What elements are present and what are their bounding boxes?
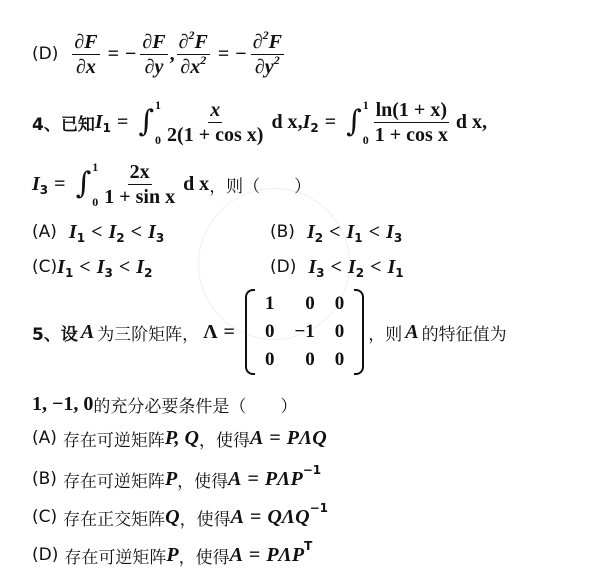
- q5-option-a: (A) 存在可逆矩阵 P, Q ，使得 A = PΛQ: [32, 426, 327, 451]
- fraction-dF-dx: $\frac{\partial F}{\partial x}$: [74, 30, 98, 78]
- q5-option-c: (C) 存在正交矩阵 Q ，使得 A = QΛQ −1: [32, 501, 328, 530]
- comma: ,: [169, 42, 175, 65]
- equals-sign: =: [217, 42, 230, 65]
- q4-option-a: (A) I 1 < I 2 < I 3: [32, 220, 165, 245]
- integrand-1: $\frac{x}{\text{2(1 + cos x)}}$: [167, 98, 264, 146]
- q4-option-c: (C) I 1 < I 3 < I 2: [32, 255, 153, 280]
- q5-line2: 1, −1, 0 的充分必要条件是（ ）: [32, 392, 298, 417]
- q5-option-b: (B) 存在可逆矩阵 P ，使得 A = PΛP −1: [32, 463, 322, 492]
- integrand-3: $\frac{2x}{\text{1 + sin x}}$: [104, 160, 176, 208]
- var-I2: I: [302, 110, 311, 133]
- option-label: (D): [32, 44, 59, 64]
- q5-line1: 5、设 A 为三阶矩阵， Λ = 1 0 0 0 −1 0 0 0 0 ，则 A 的特征值为: [32, 288, 507, 376]
- lambda-matrix: 1 0 0 0 −1 0 0 0 0: [245, 290, 364, 374]
- fraction-dF-dy: $\frac{\partial F}{\partial y}$: [142, 30, 166, 78]
- var-I1: I: [94, 110, 103, 133]
- eigenvalues: 1, −1, 0: [32, 392, 94, 415]
- integral-sign: ∫: [138, 104, 155, 139]
- option-label: (B): [32, 469, 57, 489]
- minus-sign: −: [125, 42, 137, 65]
- fraction-d2F-dy2: $\frac{\partial^2F}{\partial y^2}$: [252, 27, 282, 78]
- q4-option-d: (D) I 3 < I 2 < I 1: [270, 255, 404, 280]
- dx: d x: [271, 110, 298, 133]
- option-label: (C): [32, 257, 58, 277]
- var-I3: I: [32, 172, 40, 195]
- question-number: 5、设: [32, 324, 78, 345]
- option-label: (A): [32, 222, 57, 242]
- q4-line2: I 3 = ∫ 1 0 $\frac{2x}{\text{1 + sin x}}$ d x ，则（ ）: [32, 160, 312, 209]
- fraction-d2F-dx2: $\frac{\partial^2F}{\partial x^2}$: [178, 27, 208, 78]
- option-label: (B): [270, 222, 295, 242]
- equals-sign: =: [107, 42, 119, 65]
- lambda-symbol: Λ: [203, 320, 218, 343]
- option-label: (A): [32, 428, 57, 448]
- integrand-2: $\frac{\ln(1 + x)}{\text{1 + cos x}}$: [374, 98, 448, 146]
- q3-option-d: [32, 24, 286, 84]
- option-label: (D): [32, 545, 59, 565]
- minus-sign: −: [235, 42, 247, 65]
- option-label: (D): [270, 257, 297, 277]
- question-number: 4、已知: [32, 114, 95, 135]
- q5-option-d: (D) 存在可逆矩阵 P ，使得 A = PΛP T: [32, 539, 313, 568]
- q4-option-b: (B) I 2 < I 1 < I 3: [270, 220, 403, 245]
- question-tail: ，则（ ）: [209, 176, 312, 197]
- q4-line1: 4、已知 I 1 = ∫ 1 0 $\frac{x}{\text{2(1 + cos x)}}$ d x , I 2 = ∫ 1 0 $\frac{\ln(1 + x)}{\text{1 + cos x}}$ d x ,: [32, 98, 487, 147]
- option-label: (C): [32, 507, 58, 527]
